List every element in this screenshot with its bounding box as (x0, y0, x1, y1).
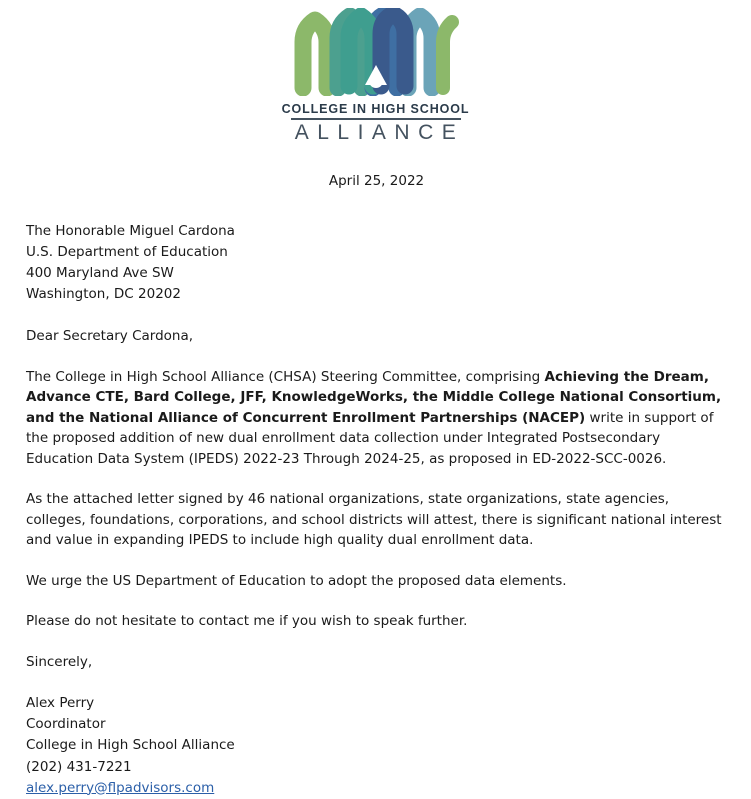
signer-title: Coordinator (26, 716, 106, 733)
paragraph-3: We urge the US Department of Education to adopt the proposed data elements. (26, 572, 567, 589)
letter-body (0, 171, 751, 799)
signer-organization: College in High School Alliance (26, 737, 235, 754)
logo-divider (291, 118, 461, 120)
paragraph-2: As the attached letter signed by 46 national organizations, state organizations, state agencies, colleges, foundations, corporations, and school districts will attest, there is significant national interest and value in expanding IPEDS to include high quality dual enrollment data. (26, 491, 722, 549)
address-line-3: 400 Maryland Ave SW (26, 265, 174, 282)
paragraph-1 (26, 367, 727, 470)
signer-name: Alex Perry (26, 695, 95, 712)
logo-wordmark (282, 102, 470, 145)
signer-email-link[interactable]: alex.perry@flpadvisors.com (26, 779, 215, 796)
paragraph-1-text-after: write in support of the proposed addition of new dual enrollment data collection under Integrated Postsecondary Education Data System (IPEDS) 2022-23 Through 2024-25, as proposed in ED-2022-SCC-0026. (26, 409, 714, 467)
organization-logo (0, 0, 751, 145)
address-line-4: Washington, DC 20202 (26, 286, 181, 303)
logo-line-2: ALLIANCE (294, 120, 465, 144)
logo-line-1: COLLEGE IN HIGH SCHOOL (281, 102, 470, 116)
paragraph-1-text-before: The College in High School Alliance (CHSA) Steering Committee, comprising (26, 368, 545, 385)
letter-date: April 25, 2022 (328, 172, 425, 189)
salutation: Dear Secretary Cardona, (26, 328, 194, 345)
steering-committee-members: Achieving the Dream, Advance CTE, Bard College, JFF, KnowledgeWorks, the Middle College National Consortium, and the National Alliance of Concurrent Enrollment Partnerships (NACEP) (26, 368, 722, 426)
closing: Sincerely, (26, 653, 93, 670)
signature-block (26, 693, 727, 798)
recipient-address (26, 221, 727, 305)
paragraph-4: Please do not hesitate to contact me if you wish to speak further. (26, 613, 468, 630)
address-line-2: U.S. Department of Education (26, 244, 228, 261)
signer-phone: (202) 431-7221 (26, 758, 132, 775)
alliance-chevrons-icon (291, 8, 461, 96)
address-line-1: The Honorable Miguel Cardona (26, 223, 235, 240)
